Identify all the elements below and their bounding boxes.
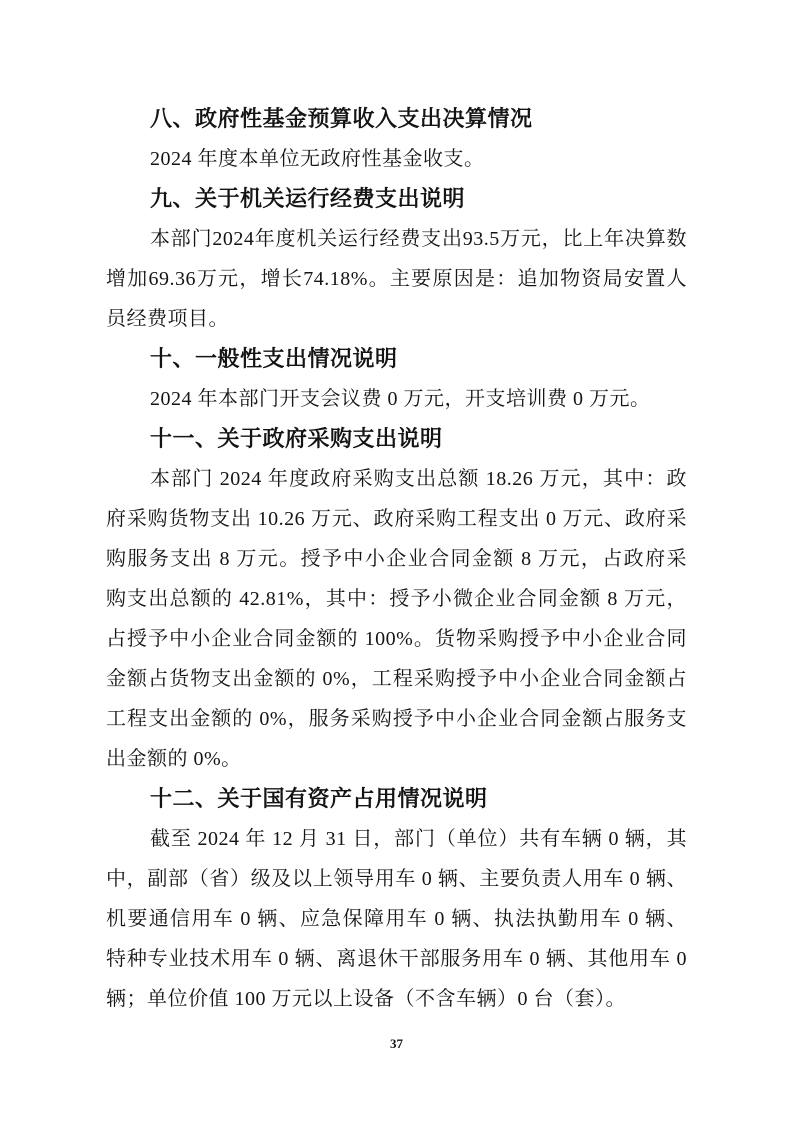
paragraph-line: 2024 年度本单位无政府性基金收支。 xyxy=(150,148,485,170)
paragraph-line: 府采购货物支出 10.26 万元、政府采购工程支出 0 万元、政府采 xyxy=(106,508,687,530)
paragraph-line: 员经费项目。 xyxy=(106,308,229,330)
section-heading: 九、关于机关运行经费支出说明 xyxy=(150,186,466,211)
paragraph-line: 本部门2024年度机关运行经费支出93.5万元，比上年决算数 xyxy=(150,228,687,250)
paragraph-line: 本部门 2024 年度政府采购支出总额 18.26 万元，其中：政 xyxy=(150,468,687,490)
paragraph-line: 出金额的 0%。 xyxy=(106,748,242,770)
paragraph-line: 占授予中小企业合同金额的 100%。货物采购授予中小企业合同 xyxy=(106,628,687,650)
paragraph-line: 机要通信用车 0 辆、应急保障用车 0 辆、执法执勤用车 0 辆、 xyxy=(106,908,687,930)
paragraph-line: 购服务支出 8 万元。授予中小企业合同金额 8 万元，占政府采 xyxy=(106,548,687,570)
paragraph-line: 购支出总额的 42.81%，其中：授予小微企业合同金额 8 万元， xyxy=(106,588,687,610)
section-heading: 八、政府性基金预算收入支出决算情况 xyxy=(150,106,533,131)
paragraph-line: 增加69.36万元，增长74.18%。主要原因是：追加物资局安置人 xyxy=(106,268,687,290)
paragraph-line: 辆；单位价值 100 万元以上设备（不含车辆）0 台（套）。 xyxy=(106,988,626,1010)
document-body xyxy=(106,99,687,1019)
paragraph-line: 金额占货物支出金额的 0%，工程采购授予中小企业合同金额占 xyxy=(106,668,687,690)
section-heading: 十二、关于国有资产占用情况说明 xyxy=(150,786,488,811)
paragraph-line: 工程支出金额的 0%，服务采购授予中小企业合同金额占服务支 xyxy=(106,708,687,730)
paragraph-line: 中，副部（省）级及以上领导用车 0 辆、主要负责人用车 0 辆、 xyxy=(106,868,687,890)
paragraph-line: 特种专业技术用车 0 辆、离退休干部服务用车 0 辆、其他用车 0 xyxy=(106,948,687,970)
paragraph-line: 2024 年本部门开支会议费 0 万元，开支培训费 0 万元。 xyxy=(150,388,651,410)
section-heading: 十一、关于政府采购支出说明 xyxy=(150,426,443,451)
page-number: 37 xyxy=(390,1036,403,1051)
paragraph-line: 截至 2024 年 12 月 31 日，部门（单位）共有车辆 0 辆，其 xyxy=(150,828,687,850)
section-heading: 十、一般性支出情况说明 xyxy=(150,346,398,371)
